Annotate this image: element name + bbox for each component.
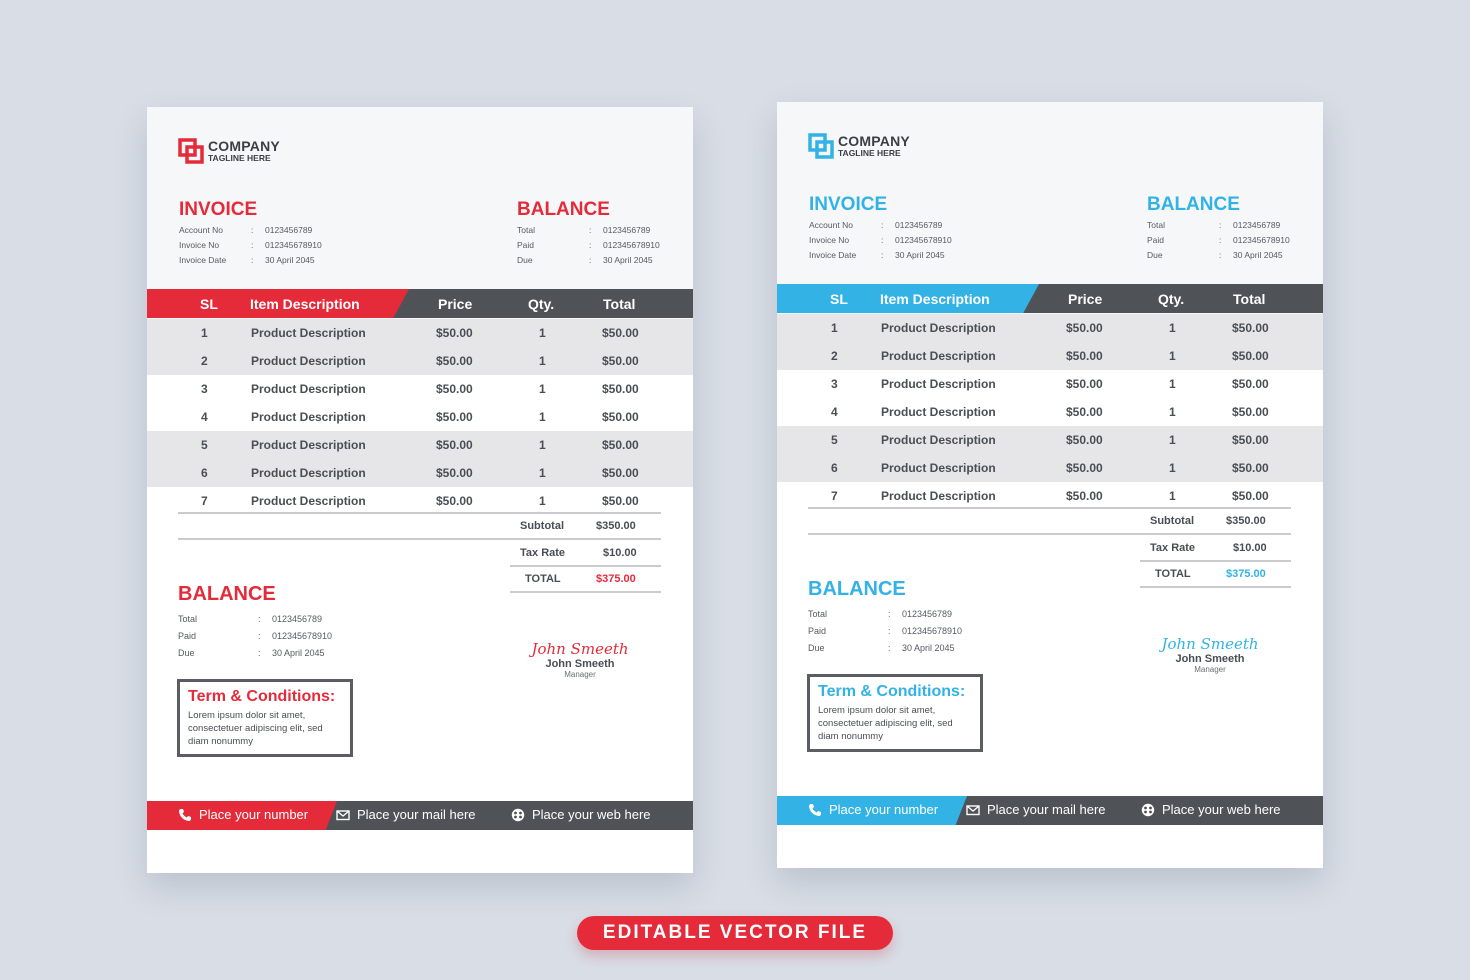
- balance-lower-title: BALANCE: [178, 583, 276, 605]
- row-price: $50.00: [436, 354, 473, 368]
- footer-web[interactable]: [1141, 802, 1281, 817]
- invoice-info: [179, 222, 322, 267]
- row-item: Product Description: [881, 349, 996, 363]
- row-qty: 1: [539, 382, 546, 396]
- row-sl: 5: [831, 433, 838, 447]
- signature-block: [1150, 635, 1270, 674]
- terms-body: Lorem ipsum dolor sit amet, consectetuer adipiscing elit, sed diam nonummy: [818, 705, 953, 742]
- row-total: $50.00: [602, 410, 639, 424]
- row-qty: 1: [539, 410, 546, 424]
- invoice-info-label: Invoice Date: [809, 249, 857, 260]
- divider: [178, 538, 661, 540]
- balance-info-row: [517, 237, 660, 252]
- row-item: Product Description: [881, 461, 996, 475]
- row-total: $50.00: [602, 382, 639, 396]
- row-item: Product Description: [881, 405, 996, 419]
- footer-web-label: Place your web here: [1162, 802, 1281, 817]
- row-total: $50.00: [602, 326, 639, 340]
- company-tagline: TAGLINE HERE: [838, 147, 901, 158]
- balance-info-row: [517, 252, 660, 267]
- company-logo: [178, 138, 280, 164]
- invoice-info-row: [179, 222, 322, 237]
- tax-value: $10.00: [603, 547, 637, 559]
- row-total: $50.00: [1232, 349, 1269, 363]
- row-price: $50.00: [1066, 377, 1103, 391]
- row-sl: 7: [831, 489, 838, 503]
- table-row: [777, 454, 1323, 482]
- row-sl: 3: [831, 377, 838, 391]
- balance-info-row: [1147, 232, 1290, 247]
- balance-lower-row: [178, 644, 332, 661]
- row-price: $50.00: [436, 494, 473, 508]
- divider: [510, 591, 661, 593]
- invoice-info-row: [179, 252, 322, 267]
- phone-icon: [808, 803, 822, 817]
- row-item: Product Description: [881, 377, 996, 391]
- row-sl: 2: [201, 354, 208, 368]
- table-row: [147, 431, 693, 459]
- terms-title: Term & Conditions:: [818, 683, 966, 700]
- row-price: $50.00: [436, 382, 473, 396]
- row-sl: 3: [201, 382, 208, 396]
- invoice-info: [809, 217, 952, 262]
- column-header-sl: SL: [830, 291, 848, 307]
- balance-lower-title: BALANCE: [808, 578, 906, 600]
- row-total: $50.00: [1232, 377, 1269, 391]
- signature-role: Manager: [1194, 665, 1226, 674]
- row-price: $50.00: [1066, 349, 1103, 363]
- row-total: $50.00: [1232, 321, 1269, 335]
- row-price: $50.00: [1066, 489, 1103, 503]
- row-price: $50.00: [1066, 405, 1103, 419]
- signature-name: John Smeeth: [545, 658, 615, 670]
- row-item: Product Description: [881, 489, 996, 503]
- total-value: $375.00: [1226, 568, 1266, 580]
- table-header: [777, 284, 1323, 313]
- balance-info: [517, 222, 660, 267]
- row-qty: 1: [539, 354, 546, 368]
- balance-lower-value: 012345678910: [902, 625, 963, 636]
- footer-mail-label: Place your mail here: [987, 802, 1106, 817]
- column-header-item: Item Description: [250, 296, 360, 312]
- row-price: $50.00: [1066, 461, 1103, 475]
- row-item: Product Description: [251, 438, 366, 452]
- footer-web-label: Place your web here: [532, 807, 651, 822]
- invoice-info-label: Account No: [179, 224, 223, 235]
- logo-text: [838, 134, 910, 159]
- row-price: $50.00: [436, 410, 473, 424]
- row-price: $50.00: [1066, 433, 1103, 447]
- row-total: $50.00: [602, 466, 639, 480]
- balance-lower-row: [808, 639, 962, 656]
- invoice-sheet-red: [147, 107, 693, 873]
- footer-phone[interactable]: [178, 807, 308, 822]
- footer-phone-label: Place your number: [199, 807, 309, 822]
- row-qty: 1: [539, 326, 546, 340]
- tax-label: Tax Rate: [1150, 542, 1196, 554]
- divider: [178, 512, 661, 514]
- table-row: [777, 342, 1323, 370]
- colon: :: [258, 647, 261, 658]
- balance-lower-value: 30 April 2045: [272, 647, 325, 658]
- table-row: [777, 482, 1323, 510]
- table-row: [777, 370, 1323, 398]
- row-total: $50.00: [602, 354, 639, 368]
- colon: :: [258, 630, 261, 641]
- balance-lower-row: [808, 605, 962, 622]
- colon: :: [258, 613, 261, 624]
- total-label: TOTAL: [1155, 568, 1191, 580]
- footer-mail[interactable]: [966, 802, 1106, 817]
- invoice-info-row: [809, 217, 952, 232]
- invoice-info-value: 0123456789: [265, 224, 313, 235]
- balance-info-label: Paid: [1147, 234, 1165, 245]
- colon: :: [888, 625, 891, 636]
- balance-title: BALANCE: [1147, 194, 1240, 215]
- balance-lower-row: [178, 610, 332, 627]
- invoice-info-value: 0123456789: [895, 219, 943, 230]
- invoice-info-value: 012345678910: [265, 239, 322, 250]
- row-qty: 1: [1169, 433, 1176, 447]
- editable-vector-file-button[interactable]: EDITABLE VECTOR FILE: [577, 916, 893, 950]
- row-sl: 6: [201, 466, 208, 480]
- terms-body: Lorem ipsum dolor sit amet, consectetuer adipiscing elit, sed diam nonummy: [188, 710, 323, 747]
- invoice-title: INVOICE: [179, 199, 258, 220]
- table-row: [777, 314, 1323, 342]
- company-name: COMPANY: [208, 137, 280, 154]
- balance-title: BALANCE: [517, 199, 610, 220]
- column-header-price: Price: [438, 296, 473, 312]
- colon: :: [881, 249, 884, 260]
- row-price: $50.00: [436, 438, 473, 452]
- table-row: [147, 375, 693, 403]
- balance-lower-label: Total: [178, 613, 198, 624]
- signature-script: John Smeeth: [531, 640, 629, 658]
- balance-info-label: Paid: [517, 239, 535, 250]
- globe-icon: [1141, 803, 1155, 817]
- row-item: Product Description: [251, 382, 366, 396]
- invoice-info-label: Invoice Date: [179, 254, 227, 265]
- logo-text: [208, 139, 280, 164]
- company-logo: [808, 133, 910, 159]
- total-label: TOTAL: [525, 573, 561, 585]
- row-qty: 1: [1169, 461, 1176, 475]
- balance-lower-value: 0123456789: [902, 608, 953, 619]
- row-item: Product Description: [251, 354, 366, 368]
- invoice-info-label: Invoice No: [809, 234, 850, 245]
- table-row: [147, 347, 693, 375]
- row-item: Product Description: [881, 321, 996, 335]
- signature-role: Manager: [564, 670, 596, 679]
- row-price: $50.00: [436, 466, 473, 480]
- subtotal-label: Subtotal: [520, 520, 564, 532]
- balance-lower-label: Due: [808, 642, 825, 653]
- row-total: $50.00: [1232, 489, 1269, 503]
- globe-icon: [511, 808, 525, 822]
- balance-info-row: [1147, 247, 1290, 262]
- balance-info-value: 30 April 2045: [1233, 249, 1283, 260]
- balance-lower-row: [178, 627, 332, 644]
- footer-phone[interactable]: [808, 802, 938, 817]
- row-qty: 1: [1169, 321, 1176, 335]
- balance-lower-label: Paid: [808, 625, 827, 636]
- logo-squares-icon: [178, 138, 204, 164]
- row-item: Product Description: [251, 466, 366, 480]
- balance-info-label: Total: [517, 224, 535, 235]
- row-price: $50.00: [436, 326, 473, 340]
- invoice-title: INVOICE: [809, 194, 888, 215]
- table-row: [147, 403, 693, 431]
- row-sl: 4: [201, 410, 208, 424]
- company-name: COMPANY: [838, 132, 910, 149]
- total-value: $375.00: [596, 573, 636, 585]
- row-item: Product Description: [251, 326, 366, 340]
- row-total: $50.00: [1232, 405, 1269, 419]
- row-sl: 6: [831, 461, 838, 475]
- invoice-info-value: 012345678910: [895, 234, 952, 245]
- row-item: Product Description: [251, 410, 366, 424]
- invoice-info-label: Account No: [809, 219, 853, 230]
- colon: :: [1219, 234, 1222, 245]
- mail-icon: [336, 808, 350, 822]
- colon: :: [881, 234, 884, 245]
- row-sl: 1: [831, 321, 838, 335]
- table-row: [147, 319, 693, 347]
- invoice-info-value: 30 April 2045: [265, 254, 315, 265]
- colon: :: [589, 239, 592, 250]
- divider: [808, 533, 1291, 535]
- balance-info-row: [517, 222, 660, 237]
- terms-box: [177, 679, 353, 757]
- balance-lower-value: 30 April 2045: [902, 642, 955, 653]
- balance-lower-row: [808, 622, 962, 639]
- column-header-price: Price: [1068, 291, 1103, 307]
- balance-info: [1147, 217, 1290, 262]
- table-header: [147, 289, 693, 318]
- row-qty: 1: [539, 466, 546, 480]
- footer-mail-label: Place your mail here: [357, 807, 476, 822]
- row-total: $50.00: [602, 438, 639, 452]
- signature-script: John Smeeth: [1161, 635, 1259, 653]
- balance-lower-info: [178, 610, 332, 661]
- colon: :: [251, 239, 254, 250]
- company-tagline: TAGLINE HERE: [208, 152, 271, 163]
- balance-info-label: Due: [1147, 249, 1163, 260]
- column-header-sl: SL: [200, 296, 218, 312]
- colon: :: [1219, 249, 1222, 260]
- column-header-qty: Qty.: [1158, 291, 1185, 307]
- subtotal-value: $350.00: [1226, 515, 1266, 527]
- balance-info-value: 30 April 2045: [603, 254, 653, 265]
- row-sl: 7: [201, 494, 208, 508]
- balance-info-label: Due: [517, 254, 533, 265]
- divider: [510, 565, 661, 567]
- invoice-info-value: 30 April 2045: [895, 249, 945, 260]
- row-qty: 1: [539, 438, 546, 452]
- row-price: $50.00: [1066, 321, 1103, 335]
- colon: :: [589, 254, 592, 265]
- row-sl: 2: [831, 349, 838, 363]
- colon: :: [888, 642, 891, 653]
- invoice-info-row: [809, 232, 952, 247]
- balance-info-value: 0123456789: [603, 224, 651, 235]
- balance-info-value: 012345678910: [1233, 234, 1290, 245]
- column-header-total: Total: [603, 296, 636, 312]
- row-total: $50.00: [1232, 461, 1269, 475]
- table-row: [777, 426, 1323, 454]
- row-qty: 1: [1169, 405, 1176, 419]
- footer-phone-label: Place your number: [829, 802, 939, 817]
- balance-lower-label: Total: [808, 608, 828, 619]
- balance-info-value: 0123456789: [1233, 219, 1281, 230]
- balance-info-value: 012345678910: [603, 239, 660, 250]
- colon: :: [251, 254, 254, 265]
- row-sl: 5: [201, 438, 208, 452]
- invoice-sheet-blue: [777, 102, 1323, 868]
- subtotal-label: Subtotal: [1150, 515, 1194, 527]
- row-total: $50.00: [1232, 433, 1269, 447]
- row-qty: 1: [539, 494, 546, 508]
- row-qty: 1: [1169, 489, 1176, 503]
- tax-value: $10.00: [1233, 542, 1267, 554]
- balance-lower-value: 012345678910: [272, 630, 333, 641]
- balance-info-row: [1147, 217, 1290, 232]
- row-total: $50.00: [602, 494, 639, 508]
- logo-squares-icon: [808, 133, 834, 159]
- row-sl: 1: [201, 326, 208, 340]
- row-item: Product Description: [881, 433, 996, 447]
- colon: :: [888, 608, 891, 619]
- balance-lower-info: [808, 605, 962, 656]
- signature-name: John Smeeth: [1175, 653, 1245, 665]
- row-item: Product Description: [251, 494, 366, 508]
- invoice-info-row: [809, 247, 952, 262]
- subtotal-value: $350.00: [596, 520, 636, 532]
- tax-label: Tax Rate: [520, 547, 566, 559]
- invoice-info-label: Invoice No: [179, 239, 220, 250]
- divider: [1140, 560, 1291, 562]
- footer-bar: [147, 801, 693, 830]
- terms-box: [807, 674, 983, 752]
- colon: :: [1219, 219, 1222, 230]
- column-header-total: Total: [1233, 291, 1266, 307]
- divider: [808, 507, 1291, 509]
- divider: [1140, 586, 1291, 588]
- balance-lower-label: Due: [178, 647, 195, 658]
- footer-mail[interactable]: [336, 807, 476, 822]
- mail-icon: [966, 803, 980, 817]
- balance-info-label: Total: [1147, 219, 1165, 230]
- invoice-info-row: [179, 237, 322, 252]
- column-header-item: Item Description: [880, 291, 990, 307]
- balance-lower-value: 0123456789: [272, 613, 323, 624]
- signature-block: [520, 640, 640, 679]
- footer-bar: [777, 796, 1323, 825]
- row-qty: 1: [1169, 349, 1176, 363]
- balance-lower-label: Paid: [178, 630, 197, 641]
- table-row: [147, 459, 693, 487]
- table-row: [147, 487, 693, 515]
- row-qty: 1: [1169, 377, 1176, 391]
- colon: :: [589, 224, 592, 235]
- phone-icon: [178, 808, 192, 822]
- row-sl: 4: [831, 405, 838, 419]
- table-row: [777, 398, 1323, 426]
- column-header-qty: Qty.: [528, 296, 555, 312]
- terms-title: Term & Conditions:: [188, 688, 336, 705]
- colon: :: [881, 219, 884, 230]
- footer-web[interactable]: [511, 807, 651, 822]
- colon: :: [251, 224, 254, 235]
